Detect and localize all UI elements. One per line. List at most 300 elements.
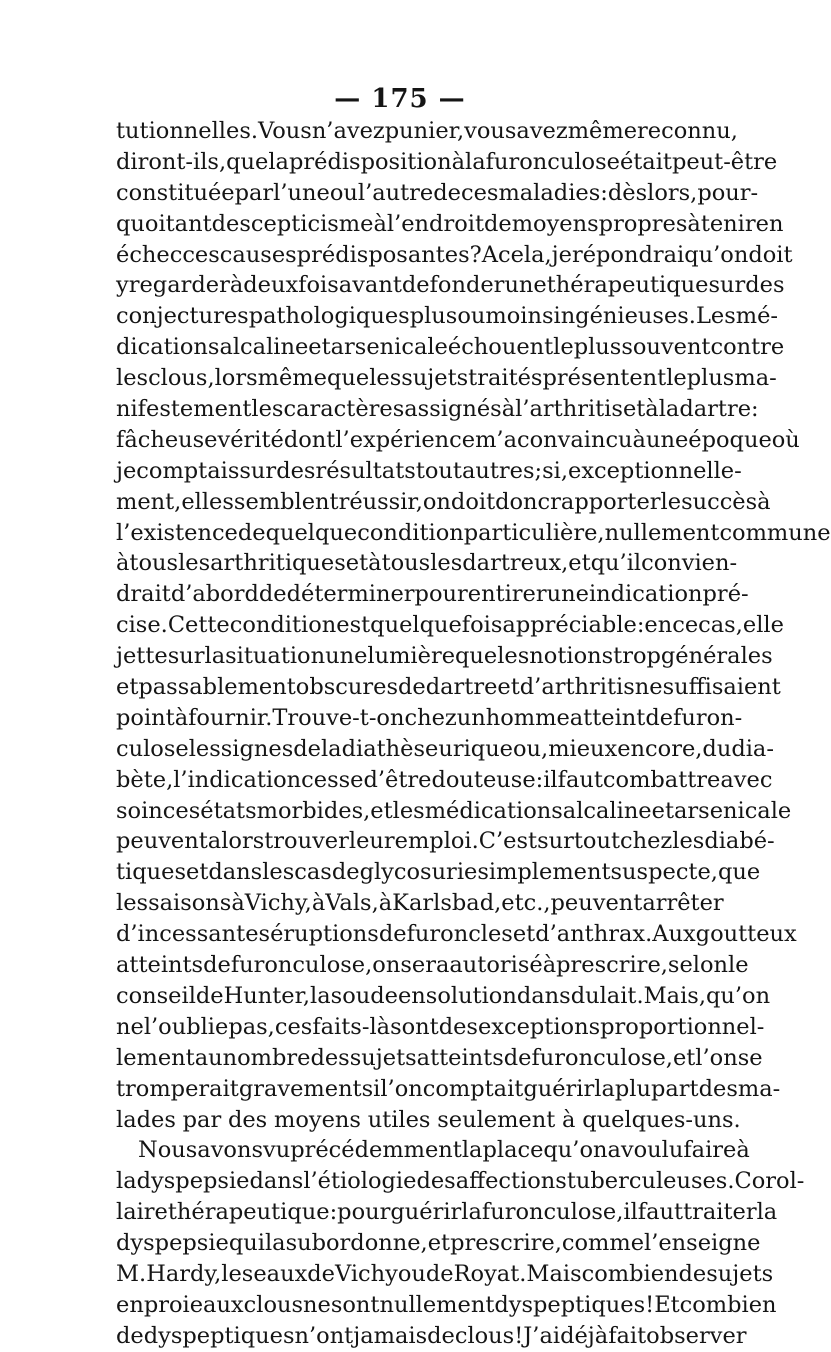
word: réussir, — [338, 488, 423, 515]
word: ou — [329, 179, 358, 206]
word: prescrire, — [556, 952, 668, 979]
word: déjà — [560, 1322, 609, 1349]
word: on — [372, 952, 401, 979]
word: faits-là — [312, 1013, 391, 1040]
word: atteints — [116, 952, 204, 979]
word: et — [345, 550, 369, 577]
word: dyspeptiques — [143, 1322, 295, 1349]
word: l’indication — [173, 766, 302, 793]
word: de — [678, 1260, 707, 1287]
word: à — [231, 890, 245, 917]
word: la — [461, 1137, 483, 1164]
word: sujets — [706, 1260, 774, 1287]
word: ma- — [734, 365, 777, 392]
word: que — [226, 148, 269, 175]
word: je — [551, 241, 572, 268]
word: notions — [529, 643, 614, 670]
word: dyspepsie — [136, 1168, 250, 1195]
word: pu — [384, 118, 414, 144]
word: suspecte, — [610, 859, 718, 886]
word: la — [204, 643, 226, 670]
word: lades — [116, 1106, 176, 1133]
word: de — [116, 1322, 144, 1349]
word: sujets — [349, 1044, 417, 1071]
word: l’arthritis — [515, 396, 623, 423]
word: ! — [514, 1322, 524, 1349]
word: tant — [165, 210, 212, 237]
text-line — [116, 857, 761, 888]
word: leur — [348, 828, 395, 855]
word: les — [251, 396, 284, 423]
word: au — [194, 1044, 223, 1071]
word: avant — [338, 272, 402, 299]
text-line — [116, 332, 785, 363]
word: arthritiques — [210, 550, 346, 577]
word: on — [422, 488, 451, 515]
word: tromperait — [116, 1075, 239, 1102]
word: tirer — [495, 581, 547, 608]
word: et — [672, 1044, 696, 1071]
word: vu — [263, 1137, 291, 1164]
word: assignés — [404, 396, 502, 423]
text-line — [116, 796, 792, 827]
word: etc., — [501, 890, 551, 917]
word: et — [651, 797, 674, 824]
word: moyens — [511, 210, 599, 237]
word: à — [229, 272, 244, 299]
word: les — [178, 550, 211, 577]
word: des — [438, 1013, 478, 1040]
word: arsenicale — [330, 334, 448, 361]
word: solution — [425, 982, 517, 1009]
word: succès — [681, 488, 758, 515]
word: de — [203, 952, 231, 979]
word: d’anthrax. — [535, 921, 653, 948]
word: est — [336, 612, 371, 639]
text-line — [116, 1105, 741, 1136]
word: de — [425, 1260, 454, 1287]
word: avez — [516, 118, 568, 144]
word: les — [116, 365, 149, 392]
word: Trouve-t-on — [272, 704, 405, 731]
text-line — [116, 1321, 747, 1352]
word: donc — [495, 488, 551, 515]
word: lait. — [599, 982, 644, 1009]
word: trouver — [264, 828, 349, 855]
word: souvent — [621, 334, 711, 361]
word: furoncles — [406, 921, 513, 948]
word: causes — [219, 241, 297, 268]
text-line — [116, 518, 831, 549]
word: vérité — [217, 426, 284, 453]
word: de — [427, 1322, 455, 1349]
word: eaux — [253, 1260, 308, 1287]
word: nombre — [222, 1044, 311, 1071]
word: à — [116, 550, 130, 577]
word: des — [698, 1075, 738, 1102]
word: qu’on — [684, 241, 749, 268]
word: ces — [182, 241, 220, 268]
text-line — [116, 456, 742, 487]
word: la — [461, 1199, 482, 1226]
word: exceptionnelle- — [568, 457, 742, 484]
word: comptait — [422, 1075, 524, 1102]
word: ! — [645, 1291, 655, 1318]
word: traités — [468, 365, 543, 392]
word: précédemment — [290, 1137, 462, 1164]
word: une — [645, 426, 689, 453]
text-line — [116, 240, 793, 271]
word: chez — [620, 828, 673, 855]
word: nier, — [413, 118, 465, 144]
word: culose — [116, 735, 189, 762]
word: sont — [390, 1013, 439, 1040]
word: alcaline — [219, 334, 309, 361]
word: lors — [214, 365, 258, 392]
word: à — [687, 210, 701, 237]
word: emploi. — [394, 828, 479, 855]
word: M. — [116, 1260, 147, 1287]
word: thérapeutique — [167, 1199, 330, 1226]
word: que — [326, 365, 370, 392]
text-line — [116, 1228, 761, 1259]
word: pathologiques — [248, 303, 410, 330]
word: faire — [683, 1137, 737, 1164]
text-line — [116, 888, 724, 919]
word: que — [717, 859, 761, 886]
word: un — [456, 704, 486, 731]
text-line — [116, 147, 778, 178]
word: peut-être — [671, 148, 778, 175]
word: vous — [464, 118, 517, 144]
text-line — [116, 301, 779, 332]
word: contre — [710, 334, 785, 361]
word: d’abord — [170, 581, 259, 608]
word: à — [562, 1106, 576, 1133]
word: de — [401, 272, 430, 299]
word: Cette — [167, 612, 230, 639]
word: clous — [243, 1291, 304, 1318]
word: des — [416, 1168, 456, 1195]
word: : — [329, 1199, 338, 1226]
word: sur — [708, 272, 746, 299]
word: alcaline — [562, 797, 652, 824]
word: d’être — [363, 766, 432, 793]
word: même — [567, 118, 638, 144]
text-line — [116, 1166, 805, 1197]
word: échouent — [447, 334, 554, 361]
word: subordonne, — [285, 1230, 428, 1257]
word: alors — [207, 828, 265, 855]
word: la — [465, 148, 486, 175]
word: sera — [400, 952, 450, 979]
word: encore, — [617, 735, 703, 762]
word: tenir — [700, 210, 756, 237]
word: bète, — [116, 766, 174, 793]
word: dications — [116, 334, 220, 361]
word: par — [182, 1106, 222, 1133]
word: n’ont — [294, 1322, 354, 1349]
word: qui — [228, 1230, 265, 1257]
word: répondrai — [571, 241, 685, 268]
word: commune — [719, 519, 831, 546]
word: homme — [485, 704, 570, 731]
word: pour — [337, 1199, 391, 1226]
word: elle — [742, 612, 784, 639]
text-line — [116, 209, 784, 240]
word: à — [378, 890, 393, 917]
word: quelque — [265, 519, 358, 546]
word: la — [264, 1230, 286, 1257]
word: mé- — [735, 303, 779, 330]
word: diabé- — [704, 828, 775, 855]
word: si — [361, 1075, 381, 1102]
word: Hardy, — [146, 1260, 222, 1287]
word: en — [755, 210, 784, 237]
word: d’arthritis — [519, 674, 635, 701]
word: proportionnel- — [600, 1013, 765, 1040]
word: il — [543, 766, 558, 793]
word: douteuse — [431, 766, 536, 793]
word: autres; — [461, 457, 543, 484]
word: se — [737, 1044, 763, 1071]
word: sur — [239, 457, 277, 484]
word: traiter — [683, 1199, 757, 1226]
word: de — [398, 674, 426, 701]
text-line — [116, 363, 777, 394]
text-line — [116, 548, 738, 579]
word: fournir. — [188, 704, 273, 731]
word: semblent — [233, 488, 339, 515]
word: et — [116, 674, 139, 701]
word: de — [237, 519, 266, 546]
word: fois — [298, 272, 339, 299]
word: cas, — [698, 612, 743, 639]
word: Vals, — [325, 890, 379, 917]
word: furon- — [673, 704, 743, 731]
word: constituée — [116, 179, 235, 206]
text-line — [116, 981, 771, 1012]
word: faut — [557, 766, 603, 793]
word: arsenicale — [673, 797, 792, 824]
word: les — [369, 365, 402, 392]
word: pour- — [697, 179, 759, 206]
word: nifestement — [116, 396, 252, 423]
word: laire — [116, 1199, 168, 1226]
word: le — [553, 334, 574, 361]
word: Vichy, — [244, 890, 312, 917]
word: fonder — [429, 272, 505, 299]
word: en — [644, 612, 673, 639]
word: guérir — [523, 1075, 595, 1102]
text-line — [116, 270, 785, 301]
word: où — [771, 426, 800, 453]
text-line — [116, 703, 743, 734]
word: une — [325, 643, 368, 670]
word: à — [174, 704, 189, 731]
word: une — [546, 581, 589, 608]
word: des — [745, 272, 785, 299]
word: cise. — [116, 612, 168, 639]
word: générales — [660, 643, 773, 670]
word: des — [227, 1106, 268, 1133]
word: la — [268, 148, 289, 175]
word: l’une — [273, 179, 330, 206]
word: faut — [637, 1199, 684, 1226]
word: goutteux — [695, 921, 797, 948]
word: qu’il — [590, 550, 642, 577]
word: la — [756, 1199, 778, 1226]
word: en — [116, 1291, 144, 1318]
word: à — [632, 426, 646, 453]
word: avec — [720, 766, 773, 793]
word: quoi — [116, 210, 166, 237]
word: états — [200, 797, 257, 824]
text-line — [116, 1074, 781, 1105]
word: Vichy — [334, 1260, 398, 1287]
word: ou, — [513, 735, 549, 762]
word: et — [497, 674, 520, 701]
word: furonculose, — [531, 1044, 673, 1071]
text-line — [116, 672, 781, 703]
word: conjectures — [116, 303, 249, 330]
word: plus — [573, 334, 622, 361]
word: diathèse — [341, 735, 439, 762]
word: prédisposition — [288, 148, 452, 175]
word: cas — [294, 859, 332, 886]
word: prédisposantes? — [296, 241, 482, 268]
word: plus — [686, 365, 735, 392]
word: tuberculeuses. — [566, 1168, 735, 1195]
word: drait — [116, 581, 171, 608]
text-line — [116, 394, 759, 425]
word: l’on — [695, 1044, 738, 1071]
text-line — [116, 1012, 765, 1043]
word: saisons — [148, 890, 232, 917]
word: les — [392, 797, 425, 824]
word: dyspeptiques — [494, 1291, 646, 1318]
word: Karlsbad, — [392, 890, 502, 917]
word: en — [397, 982, 426, 1009]
word: doit — [748, 241, 793, 268]
word: passablement — [138, 674, 296, 701]
word: a — [607, 1137, 621, 1164]
word: lumière — [367, 643, 456, 670]
word: tous — [381, 550, 431, 577]
word: à — [368, 550, 382, 577]
word: la — [594, 1075, 615, 1102]
text-line — [116, 765, 773, 796]
word: simplement — [477, 859, 611, 886]
word: place — [482, 1137, 544, 1164]
word: pour — [414, 581, 468, 608]
word: Mais — [526, 1260, 582, 1287]
word: glycosurie — [359, 859, 478, 886]
word: les — [116, 890, 149, 917]
word: le — [728, 952, 749, 979]
word: tous — [129, 550, 179, 577]
text-line — [116, 610, 784, 641]
word: gravement — [238, 1075, 362, 1102]
word: arrêter — [642, 890, 724, 917]
word: : — [751, 396, 759, 423]
word: l’enseigne — [644, 1230, 761, 1257]
word: et — [186, 859, 209, 886]
word: conseil — [116, 982, 196, 1009]
text-line — [116, 1043, 763, 1074]
word: nullement — [604, 519, 720, 546]
word: en — [467, 581, 496, 608]
word: ne — [303, 1291, 331, 1318]
word: comptais — [136, 457, 240, 484]
word: peuvent — [550, 890, 643, 917]
word: moyens — [273, 1106, 361, 1133]
word: proie — [143, 1291, 204, 1318]
word: thérapeutique — [546, 272, 709, 299]
word: époque — [688, 426, 772, 453]
word: et — [427, 1230, 451, 1257]
word: soin — [116, 797, 163, 824]
word: qu’on — [543, 1137, 608, 1164]
word: appréciable — [502, 612, 637, 639]
word: à — [542, 952, 557, 979]
word: et — [622, 396, 646, 423]
word: voulu — [620, 1137, 684, 1164]
word: rapporter — [550, 488, 661, 515]
word: jamais — [353, 1322, 428, 1349]
word: ingénieuses. — [553, 303, 696, 330]
word: ou — [397, 1260, 426, 1287]
word: à — [645, 396, 659, 423]
word: à — [451, 148, 465, 175]
text-line — [116, 1259, 774, 1290]
word: des — [276, 457, 316, 484]
text-line — [116, 425, 800, 456]
word: ces — [274, 1013, 313, 1040]
word: l’autre — [357, 179, 434, 206]
word: l’on — [380, 1075, 423, 1102]
word: Les — [695, 303, 736, 330]
word: furonculose, — [230, 952, 373, 979]
word: avons — [197, 1137, 263, 1164]
word: de — [258, 581, 287, 608]
word: à — [757, 488, 771, 515]
word: elles — [181, 488, 234, 515]
word: à — [501, 396, 516, 423]
word: de — [433, 179, 461, 206]
word: les — [430, 550, 463, 577]
word: tout — [415, 457, 462, 484]
word: la — [320, 735, 342, 762]
word: et — [308, 334, 331, 361]
word: de — [195, 982, 224, 1009]
word: l’oublie — [143, 1013, 229, 1040]
word: dyspepsie — [116, 1230, 229, 1257]
text-line — [116, 826, 775, 857]
word: sont — [330, 1291, 380, 1318]
word: de — [211, 210, 240, 237]
word: les — [188, 735, 221, 762]
word: caractères — [283, 396, 405, 423]
word: situation — [225, 643, 326, 670]
word: ne — [116, 1013, 144, 1040]
word: et — [370, 797, 393, 824]
text-line — [116, 1290, 777, 1321]
word: à — [373, 210, 387, 237]
word: le — [666, 365, 687, 392]
word: les — [672, 828, 705, 855]
word: convien- — [641, 550, 738, 577]
